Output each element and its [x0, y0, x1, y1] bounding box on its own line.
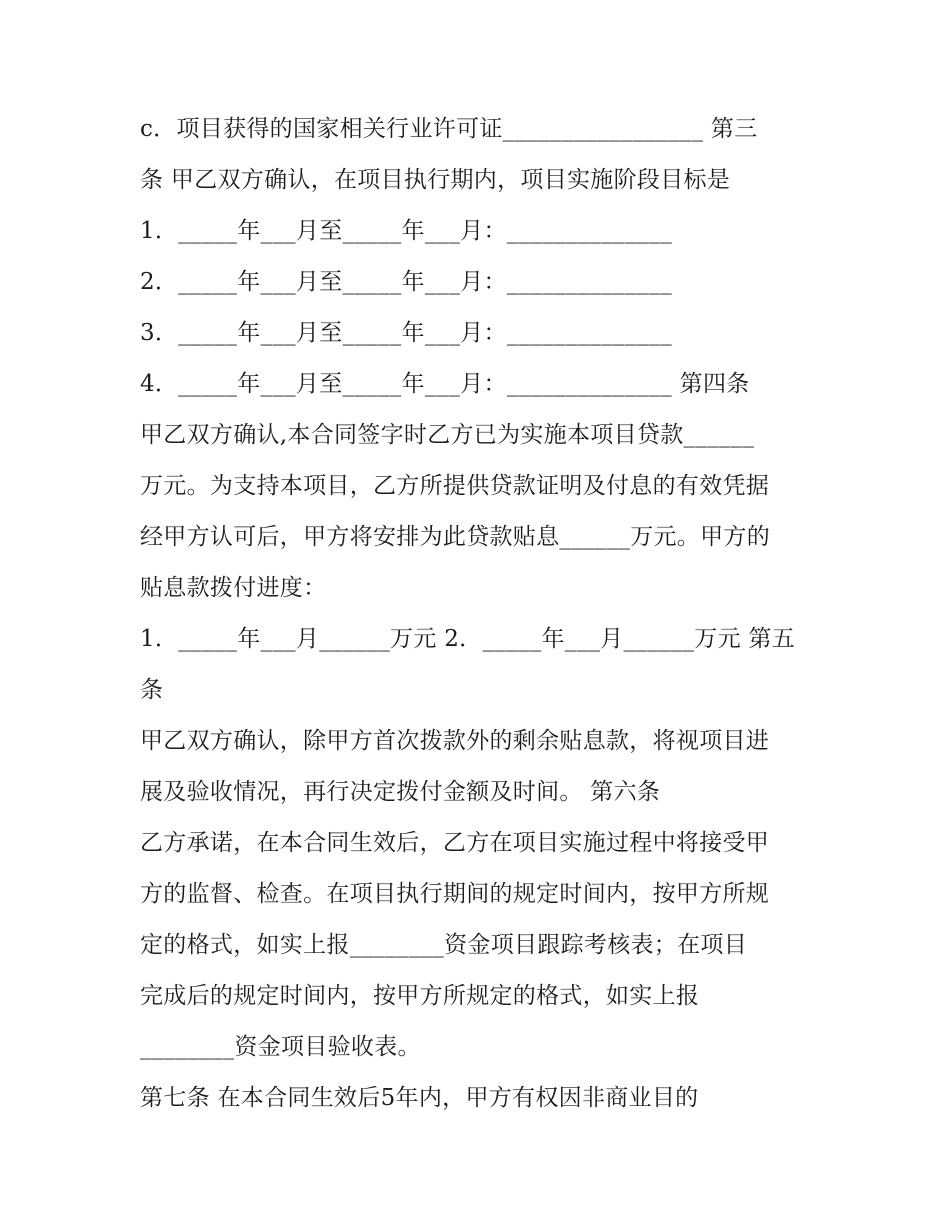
text-line-1: c．项目获得的国家相关行业许可证_________________ 第三	[140, 116, 758, 142]
text-line-14: 展及验收情况，再行决定拨付金额及时间。 第六条	[140, 779, 661, 805]
text-line-16: 方的监督、检查。在项目执行期间的规定时间内，按甲方所规	[140, 881, 770, 907]
text-line-7: 甲乙双方确认,本合同签字时乙方已为实施本项目贷款______	[140, 422, 755, 448]
text-line-4: 2．_____年___月至_____年___月：______________	[140, 269, 673, 295]
text-line-18: 完成后的规定时间内，按甲方所规定的格式，如实上报	[140, 983, 700, 1009]
text-line-5: 3．_____年___月至_____年___月：______________	[140, 320, 673, 346]
text-line-13: 甲乙双方确认，除甲方首次拨款外的剩余贴息款，将视项目进	[140, 728, 770, 754]
text-line-19: ________资金项目验收表。	[140, 1034, 421, 1060]
text-line-11: 1．_____年___月______万元 2．_____年___月______万元 第五	[140, 626, 796, 652]
text-line-12: 条	[140, 677, 164, 703]
text-line-8: 万元。为支持本项目，乙方所提供贷款证明及付息的有效凭据	[140, 473, 770, 499]
text-line-17: 定的格式，如实上报________资金项目跟踪考核表；在项目	[140, 932, 747, 958]
text-line-2: 条 甲乙双方确认，在项目执行期内，项目实施阶段目标是	[140, 167, 731, 193]
text-line-3: 1．_____年___月至_____年___月：______________	[140, 218, 673, 244]
text-line-20: 第七条 在本合同生效后5年内，甲方有权因非商业目的	[140, 1085, 699, 1111]
text-line-9: 经甲方认可后，甲方将安排为此贷款贴息______万元。甲方的	[140, 524, 770, 550]
text-line-10: 贴息款拨付进度：	[140, 575, 327, 601]
text-line-6: 4．_____年___月至_____年___月：______________ 第四条	[140, 371, 750, 397]
text-line-15: 乙方承诺，在本合同生效后，乙方在项目实施过程中将接受甲	[140, 830, 770, 856]
